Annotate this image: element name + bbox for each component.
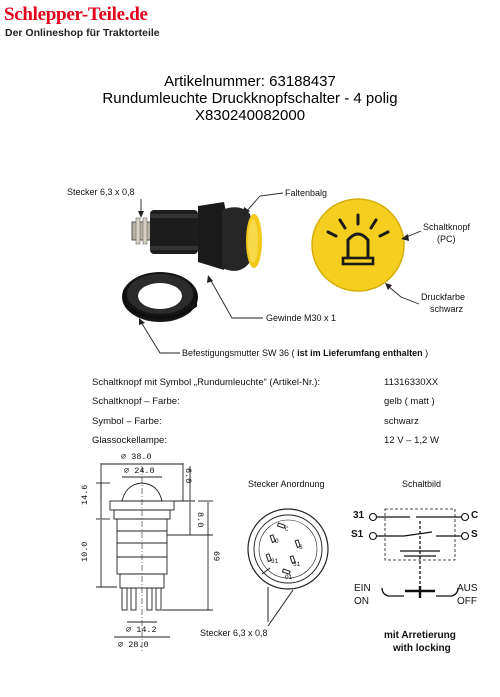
schematic-caption-de: mit Arretierung: [384, 630, 456, 641]
pin-s: S: [299, 544, 303, 551]
pin-31: 31: [271, 558, 279, 565]
spec-value-2: schwarz: [384, 416, 419, 427]
spec-label-1: Schaltknopf – Farbe:: [92, 396, 180, 407]
spec-value-3: 12 V – 1,2 W: [384, 435, 439, 446]
spec-label-0: Schaltknopf mit Symbol „Rundumleuchte“ (Artikel-Nr.):: [92, 377, 321, 388]
label-gewinde: Gewinde M30 x 1: [266, 313, 337, 323]
pin-s1: S1: [293, 561, 301, 568]
dim-d28: ⌀ 28.0: [118, 640, 149, 650]
schematic-caption-en: with locking: [393, 643, 451, 654]
schematic-diagram: [370, 509, 469, 598]
terminal-s: S: [471, 529, 478, 540]
terminal-s1: S1: [351, 529, 364, 540]
spec-value-1: gelb ( matt ): [384, 396, 435, 407]
technical-drawing: [96, 463, 213, 651]
product-code: X830240082000: [194, 107, 306, 124]
switch-button-face: [312, 199, 404, 291]
spec-value-0: 11316330XX: [384, 377, 439, 388]
label-druckfarbe: Druckfarbe: [421, 292, 466, 302]
brand-tagline: Der Onlineshop für Traktorteile: [5, 27, 160, 39]
pin-c: C: [285, 526, 289, 533]
article-number: Artikelnummer: 63188437: [164, 73, 336, 90]
label-ein: EIN: [354, 583, 371, 594]
label-aus: AUS: [457, 583, 478, 594]
label-befestigungsmutter: Befestigungsmutter SW 36 ( ist im Lieferumfang enthalten ): [182, 348, 429, 358]
pin-o1: O1: [285, 574, 293, 581]
dim-h69: 69: [211, 551, 221, 562]
label-stecker: Stecker 6,3 x 0,8: [67, 187, 135, 197]
label-on: ON: [354, 596, 369, 607]
pin-o: O: [275, 538, 279, 545]
switch-photo: [132, 202, 262, 271]
terminal-31: 31: [353, 510, 365, 521]
label-druckfarbe-value: schwarz: [430, 304, 464, 314]
terminal-c: C: [471, 510, 479, 521]
label-schaltknopf-material: (PC): [437, 234, 456, 244]
dim-h8: 8.0: [195, 512, 205, 528]
label-faltenbalg: Faltenbalg: [285, 188, 328, 198]
dim-h6: 6.0: [183, 468, 193, 484]
dim-d24: ⌀ 24.0: [124, 466, 155, 476]
connector-title: Stecker Anordnung: [248, 479, 325, 489]
product-name: Rundumleuchte Druckknopfschalter - 4 polig: [102, 90, 398, 107]
spec-label-2: Symbol – Farbe:: [92, 416, 162, 427]
brand-logo[interactable]: Schlepper-Teile.de: [4, 4, 148, 25]
label-schaltknopf: Schaltknopf: [423, 222, 471, 232]
mounting-nut: [122, 272, 198, 322]
connector-caption: Stecker 6,3 x 0,8: [200, 628, 268, 638]
dim-h14: 14.6: [80, 484, 90, 505]
label-off: OFF: [457, 596, 477, 607]
schematic-title: Schaltbild: [402, 479, 442, 489]
dim-d38: ⌀ 38.0: [121, 452, 152, 462]
dim-h10: 10.0: [80, 541, 90, 562]
spec-label-3: Glassockellampe:: [92, 435, 167, 446]
dim-d14: ⌀ 14.2: [126, 625, 157, 635]
